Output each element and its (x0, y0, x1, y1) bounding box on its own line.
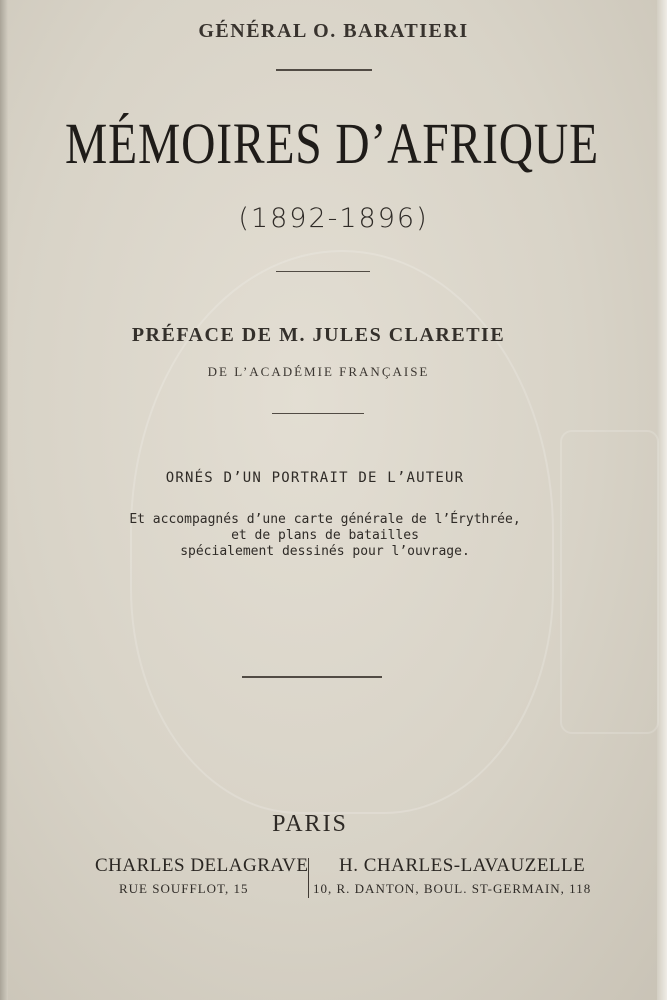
divider-rule-4 (242, 676, 382, 678)
academie-credit: DE L’ACADÉMIE FRANÇAISE (207, 364, 430, 379)
publisher-1-name: CHARLES DELAGRAVE (95, 855, 309, 876)
divider-rule-3 (272, 413, 364, 414)
publisher-2-address: 10, R. DANTON, BOUL. ST-GERMAIN, 118 (313, 881, 592, 896)
publisher-1-address: RUE SOUFFLOT, 15 (119, 881, 249, 896)
city-name: PARIS (272, 811, 348, 837)
publisher-divider (308, 858, 309, 898)
publisher-2-name: H. CHARLES-LAVAUZELLE (339, 855, 586, 876)
divider-rule-1 (276, 69, 372, 71)
portrait-note: ORNÉS D’UN PORTRAIT DE L’AUTEUR (165, 470, 465, 486)
map-note-line-1: Et accompagnés d’une carte générale de l’Érythrée, (129, 512, 521, 527)
book-dates: (1892-1896) (238, 203, 429, 234)
author-name: GÉNÉRAL O. BARATIERI (198, 20, 469, 42)
book-title: MÉMOIRES D’AFRIQUE (64, 111, 599, 176)
divider-rule-2 (276, 271, 370, 272)
map-note-line-3: spécialement dessinés pour l’ouvrage. (180, 544, 470, 559)
preface-credit: PRÉFACE DE M. JULES CLARETIE (131, 324, 506, 346)
page-left-edge (0, 0, 8, 1000)
map-note-line-2: et de plans de batailles (231, 528, 419, 543)
